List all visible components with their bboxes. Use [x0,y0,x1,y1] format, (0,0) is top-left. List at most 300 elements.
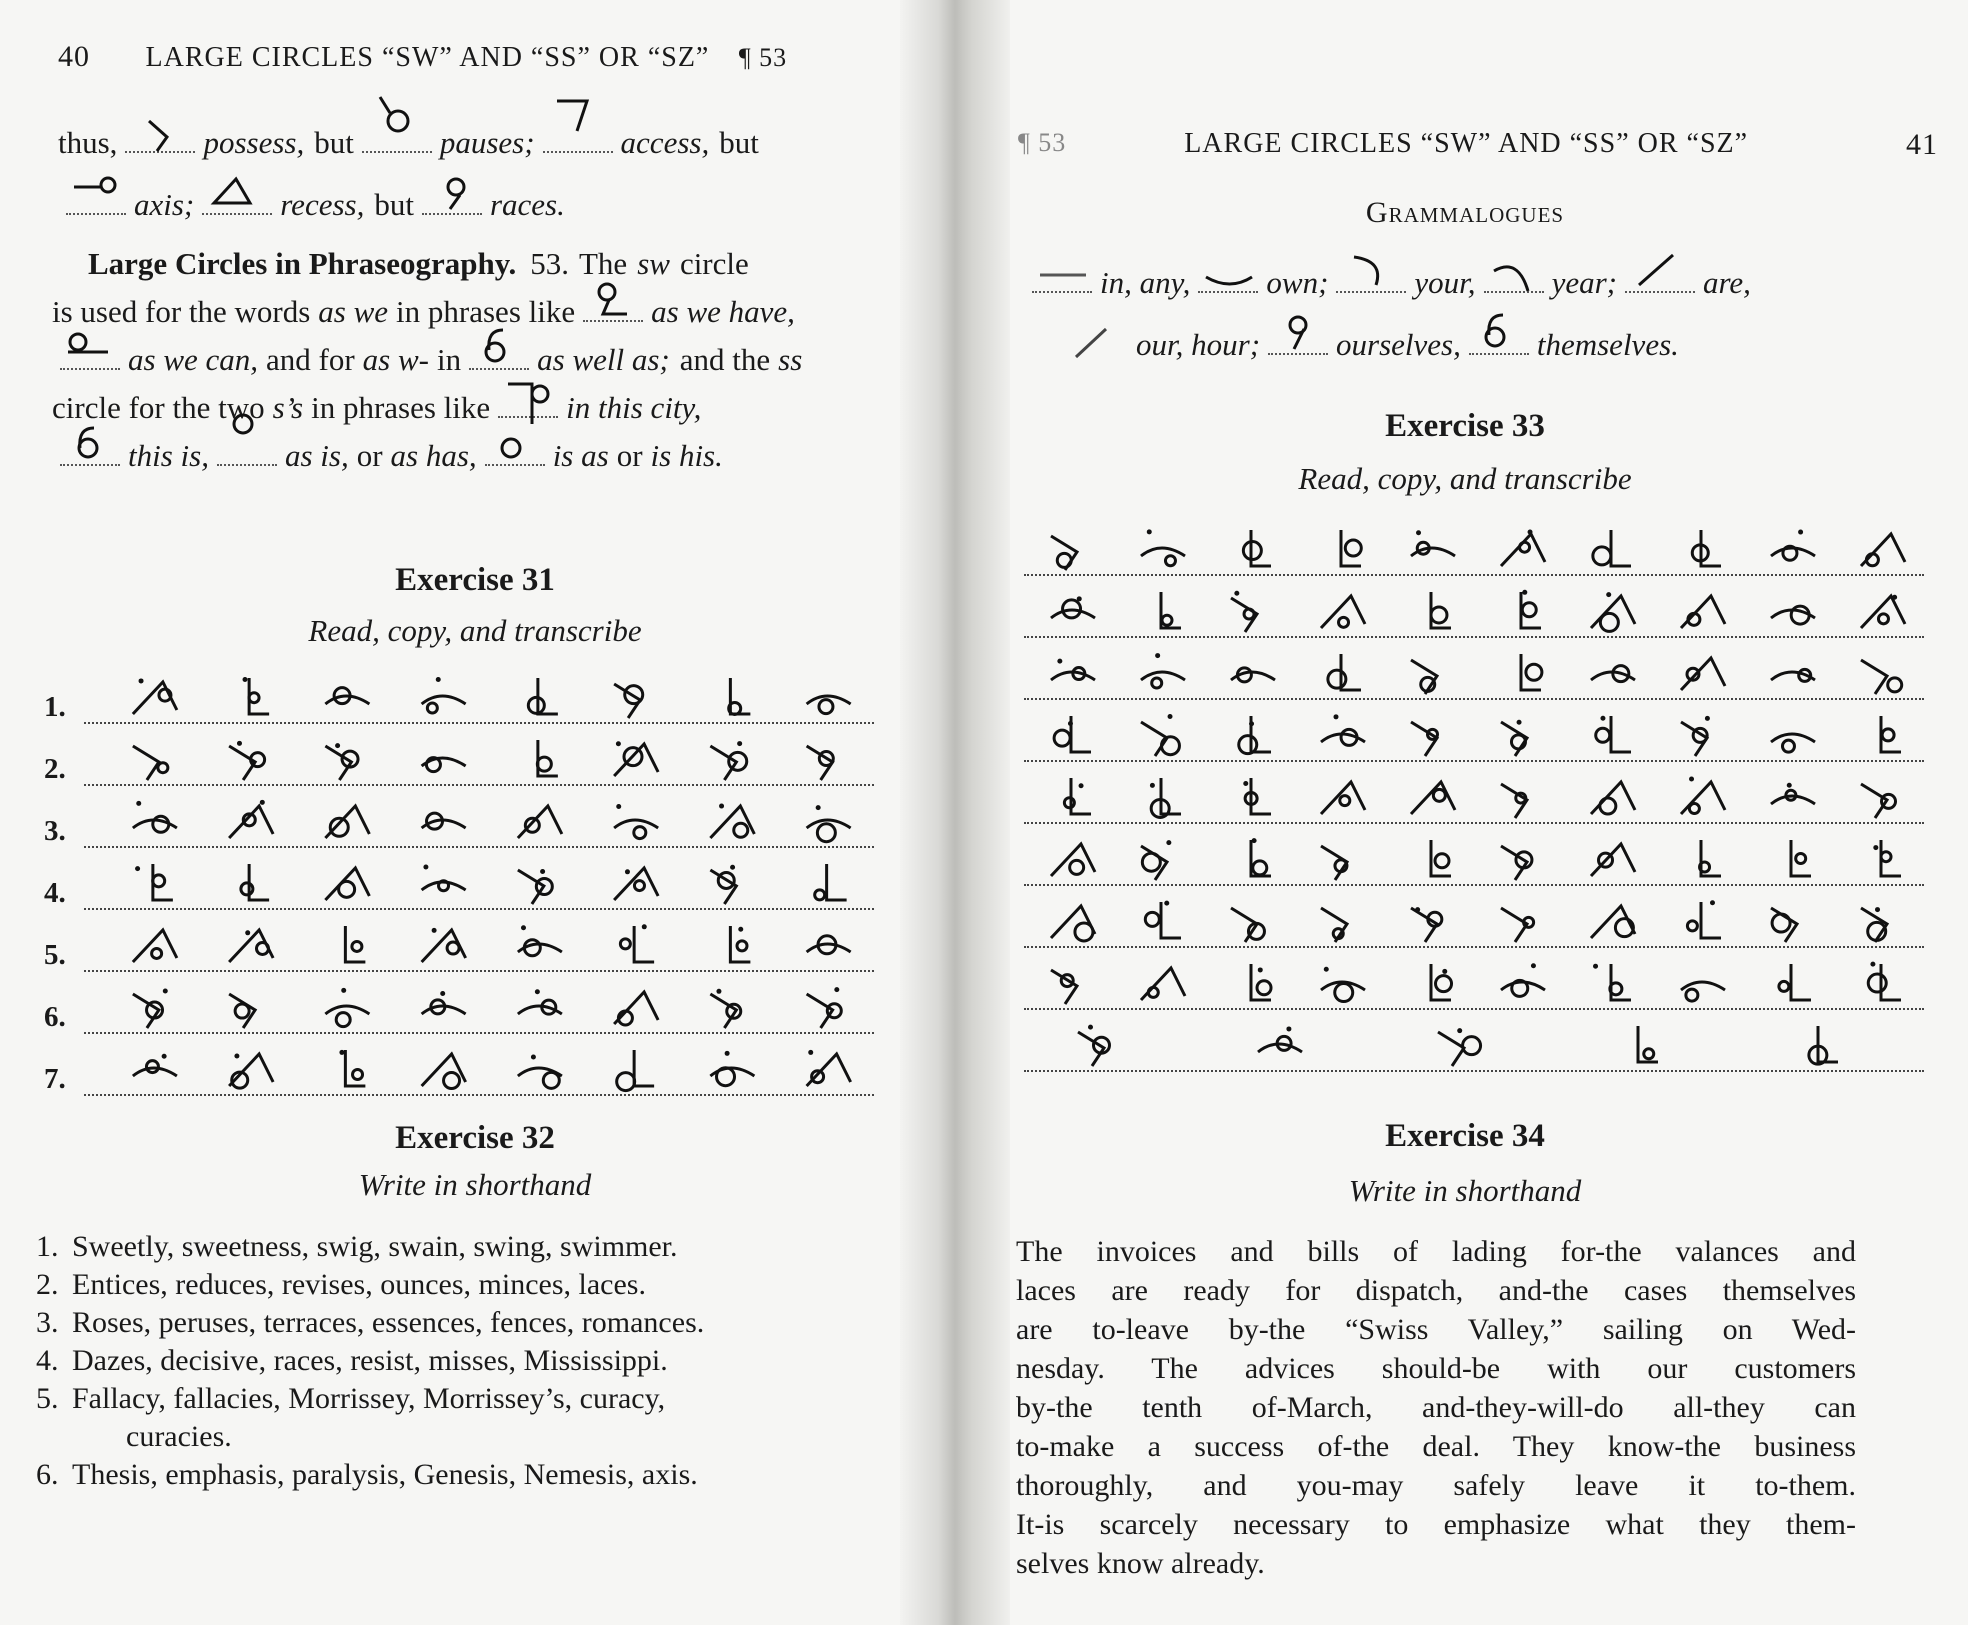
word: in phrases like [311,390,491,425]
word: ss [778,342,803,377]
shorthand-dot [540,869,545,874]
word: this is, [128,438,209,473]
shorthand-outline [1484,261,1544,293]
book-gutter [900,0,1010,1625]
left-header [58,40,787,74]
shorthand-stroke [710,746,736,780]
word: as w- [362,342,429,377]
shorthand-circle [1791,606,1809,624]
shorthand-dot [642,924,647,929]
shorthand-glyphs [1024,832,1924,888]
shorthand-outline [133,678,177,714]
word: your, [1414,265,1476,300]
shorthand-circle [1644,1049,1654,1059]
shorthand-dot [1798,530,1803,535]
shorthand-outline [1469,323,1529,355]
shorthand-circle [1516,793,1526,803]
shorthand-outline [1411,782,1455,814]
shorthand-outline [1861,534,1905,566]
shorthand-dot [1705,716,1710,721]
shorthand-dot [1333,714,1338,719]
item-text: Sweetly, sweetness, swig, swain, swing, swimmer. [72,1230,678,1263]
exercise-subtitle: Write in shorthand [1348,1173,1582,1208]
shorthand-outline [1809,1026,1838,1064]
shorthand-stroke [827,864,847,900]
shorthand-dot [1147,529,1152,534]
text-line [58,112,888,174]
shorthand-outline [362,121,432,153]
page-number: 40 [58,40,90,73]
exercise-34-paragraph [1016,1232,1856,1583]
shorthand-outline [815,864,847,900]
shorthand-circle [1239,736,1257,754]
shorthand-outline [1328,654,1361,690]
shorthand-stroke [1521,592,1541,628]
shorthand-dot [1166,840,1171,845]
page-number: 41 [1905,128,1938,161]
shorthand-outline [1068,325,1128,355]
word: is as [552,438,609,473]
shorthand-glyph-group [104,980,874,1036]
shorthand-stroke [1681,782,1725,814]
shorthand-stroke [1501,722,1527,756]
shorthand-outline [1881,716,1901,752]
shorthand-circle [734,823,748,837]
shorthand-glyph-group [104,918,874,974]
shorthand-circle [817,824,835,842]
text-line [52,288,892,336]
shorthand-outline [325,806,369,838]
shorthand-outline [710,865,736,904]
shorthand-outline [241,864,269,900]
shorthand-outline [1771,669,1815,681]
shorthand-outline [730,926,750,962]
shorthand-stroke [1701,902,1721,938]
shorthand-outline [345,926,365,962]
shorthand-dot [335,743,340,748]
running-head: LARGE CIRCLES “SW” AND “SS” OR “SZ” [145,42,710,73]
shorthand-outline [1638,1026,1658,1062]
shorthand-outline [1591,844,1635,876]
shorthand-outline [229,994,255,1028]
shorthand-dot [1324,967,1329,972]
shorthand-outline [1231,668,1275,682]
shorthand-outline [422,677,466,713]
shorthand-outline [202,183,272,215]
exercise-row [44,1040,874,1102]
shorthand-glyphs [1024,646,1924,702]
shorthand-circle [815,890,825,900]
shorthand-dot [162,1054,167,1059]
shorthand-outline [1591,666,1635,682]
shorthand-stroke [229,1054,273,1086]
shorthand-outline [1321,967,1365,1002]
exercise-32-list [36,1228,876,1494]
exercise-row [44,792,874,854]
word: as we can, [128,342,259,377]
shorthand-outline [1411,722,1437,756]
shorthand-outline [710,989,740,1028]
shorthand-circle [1888,678,1902,692]
shorthand-outline [1321,714,1365,745]
shorthand-outline [1051,970,1077,1004]
shorthand-glyphs [104,1042,874,1098]
shorthand-stroke [1141,548,1185,556]
shorthand-outline [620,924,654,962]
shorthand-glyph-group [1024,708,1924,764]
shorthand-circle [620,939,630,949]
shorthand-glyph-group [1024,894,1924,950]
shorthand-outline [1521,654,1542,690]
shorthand-outline [1150,778,1181,817]
exercise-row [1024,1016,1924,1078]
shorthand-outline [807,936,851,954]
shorthand-stroke [1591,596,1635,628]
shorthand-dot [237,741,242,746]
word: or [616,438,643,473]
shorthand-outline [1431,592,1451,628]
shorthand-outline [1411,530,1455,556]
word: as well as; [537,342,670,377]
shorthand-circle [1687,921,1697,931]
shorthand-outline [1700,840,1721,876]
shorthand-glyphs [104,918,874,974]
shorthand-outline [1145,901,1181,938]
shorthand-outline [537,740,558,776]
shorthand-dot [1249,721,1254,726]
right-page [1010,0,1968,1625]
item-text: Fallacy, fallacies, Morrissey, Morrissey’s, curacy, [72,1382,666,1415]
shorthand-dot [808,1050,813,1055]
intro-text [58,112,888,236]
shorthand-outline [229,930,273,962]
shorthand-glyph-group [104,670,874,726]
word: sw [637,246,670,281]
word: as we have, [651,294,795,329]
shorthand-outline [1321,908,1347,942]
exercise-row [1024,954,1924,1016]
shorthand-outline [1501,720,1527,756]
list-item [36,1342,876,1380]
exercise-row [1024,768,1924,830]
shorthand-glyphs [104,794,874,850]
shorthand-circle [1463,1037,1481,1055]
shorthand-dot [1517,720,1522,725]
word: races. [489,187,565,222]
shorthand-outline [807,805,851,842]
shorthand-dot [1168,714,1173,719]
shorthand-circle [1882,794,1896,808]
shorthand-outline [66,183,126,215]
shorthand-outline [1243,778,1271,814]
shorthand-outline [807,987,842,1028]
shorthand-outline [1336,261,1406,293]
shorthand-dot [531,1055,536,1060]
word: possess, [203,125,305,160]
exercise-title: Exercise 32 [395,1120,555,1156]
shorthand-dot [616,804,621,809]
shorthand-outline [1231,591,1257,632]
word: is his. [650,438,723,473]
shorthand-outline [518,1055,562,1089]
shorthand-stroke [1141,846,1167,880]
word: s’s [272,390,304,425]
item-number [36,1418,72,1456]
shorthand-dot [730,865,735,870]
shorthand-stroke [133,746,159,780]
item-number: 2. [36,1268,59,1301]
word: but [374,187,414,222]
shorthand-outline [1051,906,1095,941]
shorthand-circle [241,883,253,895]
word: in, any, [1100,265,1191,300]
shorthand-outline [60,338,120,370]
shorthand-outline [1692,530,1721,566]
shorthand-outline [229,1054,273,1089]
shorthand-outline [1438,1028,1481,1066]
shorthand-dot [245,930,250,935]
shorthand-dot [1416,530,1421,535]
shorthand-circle [1057,553,1071,567]
shorthand-circle [1436,976,1452,992]
shorthand-outline [1141,714,1179,756]
shorthand-glyph-group [104,794,874,850]
word: as we [318,294,389,329]
shorthand-dot [1689,777,1694,782]
shorthand-outline [1141,653,1185,688]
shorthand-circle [444,1073,460,1089]
shorthand-circle [352,941,362,951]
shorthand-dot [440,991,445,996]
shorthand-outline [498,386,558,418]
shorthand-circle [1340,796,1350,806]
shorthand-dot [1528,530,1533,535]
shorthand-circle [336,1013,350,1027]
shorthand-stroke [249,864,269,900]
shorthand-dot [1875,907,1880,912]
shorthand-circle [1152,678,1162,688]
shorthand-outline [518,925,562,955]
item-text: Entices, reduces, revises, ounces, minces, laces. [72,1268,646,1301]
exercise-row [1024,644,1924,706]
word: themselves. [1536,327,1679,362]
shorthand-outline [229,741,264,780]
item-text: Dazes, decisive, races, resist, misses, Mississippi. [72,1344,668,1377]
shorthand-outline [1501,530,1545,566]
shorthand-dot [1892,595,1897,600]
section-heading: Grammalogues [1365,196,1565,229]
shorthand-outline [1501,908,1534,942]
shorthand-stroke [1141,672,1185,680]
shorthand-circle [1165,556,1175,566]
shorthand-circle [1522,603,1536,617]
shorthand-circle [1339,617,1349,627]
shorthand-circle [1142,853,1160,871]
shorthand-stroke [229,994,255,1028]
shorthand-glyph-group [1024,522,1924,578]
shorthand-outline [710,741,746,780]
shorthand-circle [1524,917,1534,927]
shorthand-outline [1687,900,1721,938]
grammalogues-lines [1024,252,1924,376]
shorthand-outline [339,1050,365,1086]
shorthand-outline [1681,596,1725,628]
shorthand-glyph-group [1024,584,1924,640]
shorthand-circle [1145,912,1159,926]
shorthand-outline [1861,907,1887,942]
shorthand-circle [330,818,348,836]
shorthand-outline [60,434,120,466]
shorthand-outline [1861,784,1896,818]
shorthand-circle [1689,804,1699,814]
shorthand-dot [436,677,441,682]
shorthand-dot [1243,781,1248,786]
shorthand-outline [807,746,834,780]
shorthand-circle [1064,798,1074,808]
word: are, [1702,265,1751,300]
shorthand-outline [1791,840,1811,876]
word: is used for the words [52,294,311,329]
row-number: 7. [44,1063,66,1095]
shorthand-outline [125,121,195,153]
shorthand-outline [242,677,269,714]
shorthand-glyph-group [1024,1018,1924,1074]
shorthand-stroke [1591,906,1635,938]
exercise-row [1024,582,1924,644]
shorthand-dot [341,988,346,993]
shorthand-dot [1164,901,1169,906]
shorthand-stroke [422,696,466,704]
shorthand-outline [1861,660,1902,694]
shorthand-outline [543,121,613,153]
shorthand-dot [1606,592,1611,597]
paragraph-line: thoroughly, and you-may safely leave it to-them. [1016,1469,1856,1502]
shorthand-stroke [1501,534,1545,566]
shorthand-glyph-group [1024,956,1924,1012]
exercise-subtitle: Write in shorthand [358,1167,592,1202]
shorthand-circle [152,948,162,958]
paragraph-line: It-is scarcely necessary to emphasize what they them- [1016,1508,1856,1541]
shorthand-outline [1141,840,1171,880]
shorthand-outline [422,864,466,890]
running-head: LARGE CIRCLES “SW” AND “SS” OR “SZ” [1184,128,1749,159]
shorthand-dot [1593,964,1598,969]
shorthand-outline [1501,846,1532,880]
shorthand-stroke [1638,1026,1658,1062]
shorthand-outline [1591,592,1635,631]
shorthand-outline [1321,846,1347,880]
shorthand-dot [135,866,140,871]
list-item [36,1456,876,1494]
shorthand-dot [1531,963,1536,968]
exercise-title: Exercise 33 [1385,408,1545,444]
word: and the [679,342,771,377]
shorthand-circle [1686,989,1698,1001]
item-number: 4. [36,1344,59,1377]
shorthand-outline [1593,530,1631,566]
text-line [1024,314,1924,376]
shorthand-circle [1881,852,1891,862]
shorthand-outline [1411,660,1437,694]
shorthand-stroke [229,806,273,838]
paragraph-line: laces are ready for dispatch, and-the cases themselves [1016,1274,1856,1307]
shorthand-circle [153,816,169,832]
shorthand-circle [1328,670,1346,688]
word: or [356,438,383,473]
shorthand-outline [614,684,643,718]
shorthand-dot [1088,1025,1093,1030]
shorthand-outline [1258,1026,1302,1052]
shorthand-circle [1782,740,1794,752]
word: as is, [284,438,349,473]
shorthand-outline [422,1054,466,1089]
shorthand-circle [249,693,259,703]
shorthand-outline [1054,716,1091,752]
shorthand-dot [719,804,724,809]
shorthand-stroke [1861,660,1887,694]
shorthand-circle [543,1072,559,1088]
shorthand-outline [1239,716,1271,754]
shorthand-stroke [1431,964,1451,1000]
shorthand-dot [1057,659,1062,664]
word: as has, [390,438,477,473]
left-page [0,0,900,1625]
shorthand-stroke [1161,778,1181,814]
shorthand-stroke [1251,778,1271,814]
shorthand-circle [528,697,544,713]
shorthand-stroke [1681,982,1725,990]
shorthand-dot [738,927,743,932]
shorthand-glyphs [104,732,874,788]
word: ourselves, [1336,327,1461,362]
shorthand-outline [1861,595,1905,628]
exercise-31-rows [44,668,874,1102]
shorthand-circle [339,881,355,897]
shorthand-outline [229,800,273,838]
shorthand-stroke [807,944,851,952]
shorthand-dot [1079,783,1084,788]
word: The [578,246,628,281]
shorthand-circle [427,703,437,713]
item-number: 3. [36,1306,59,1339]
shorthand-outline [1341,530,1361,566]
shorthand-outline [710,1051,754,1086]
row-number: 2. [44,753,66,785]
item-number: 1. [36,1230,59,1263]
shorthand-outline [422,991,466,1014]
shorthand-dot [1258,967,1263,972]
shorthand-outline [518,806,562,838]
shorthand-stroke [1791,840,1811,876]
shorthand-outline [1064,778,1091,814]
shorthand-outline [617,1050,654,1091]
shorthand-circle [1600,798,1616,814]
shorthand-dot [625,869,630,874]
shorthand-outline [133,930,177,962]
shorthand-stroke [1438,1032,1464,1066]
shorthand-outline [469,338,529,370]
shorthand-outline [1321,782,1365,814]
shorthand-dot [1155,653,1160,658]
shorthand-circle [353,1070,363,1080]
shorthand-outline [325,688,369,704]
shorthand-circle [1431,607,1447,623]
shorthand-outline [133,1054,177,1076]
shorthand-outline [614,741,658,776]
exercise-title: Exercise 31 [395,562,555,598]
shorthand-glyphs [1024,770,1924,826]
shorthand-outline [133,746,168,780]
